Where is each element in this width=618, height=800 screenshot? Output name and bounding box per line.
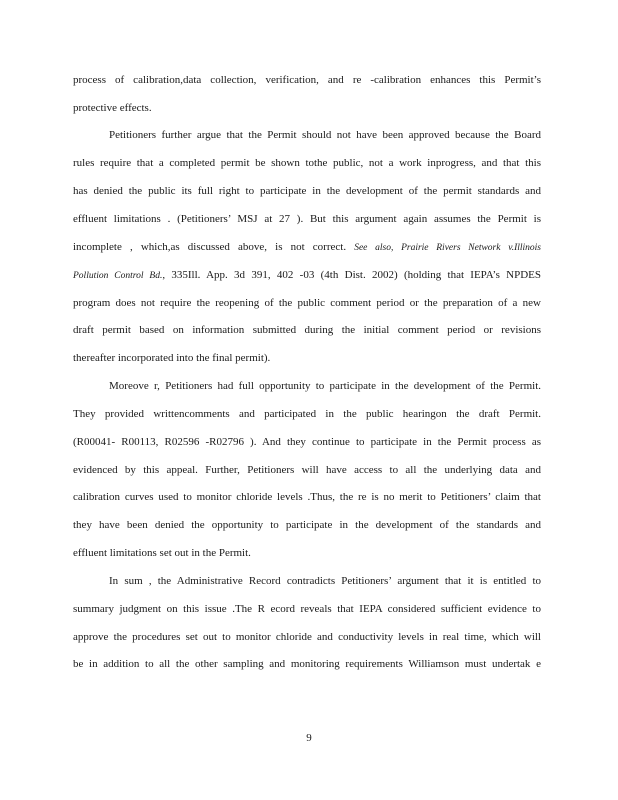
text-line: protective effects.: [73, 102, 152, 114]
text-line: evidenced by this appeal. Further, Petitioners will have access to all the underlying data and: [73, 464, 541, 476]
text-line: has denied the public its full right to participate in the development of the permit standards and: [73, 185, 541, 197]
text-line: effluent limitations . (Petitioners’ MSJ at 27 ). But this argument again assumes the Permit is: [73, 213, 541, 225]
text-line: [73, 268, 541, 283]
text-line: (R00041- R00113, R02596 -R02796 ). And they continue to participate in the Permit process as: [73, 436, 541, 448]
text-line: They provided writtencomments and participated in the public hearingon the draft Permit.: [73, 408, 541, 420]
page-number: 9: [306, 732, 312, 744]
text-run: , 335Ill. App. 3d 391, 402 -03 (4th Dist. 2002) (holding that IEPA’s NPDES: [162, 269, 541, 281]
text-line: process of calibration,data collection, verification, and re -calibration enhances this Permit’s: [73, 74, 541, 86]
text-line: draft permit based on information submitted during the initial comment period or revisions: [73, 324, 541, 336]
text-run: incomplete , which,as discussed above, is not correct.: [73, 241, 347, 253]
text-line: Petitioners further argue that the Permit should not have been approved because the Board: [109, 129, 541, 141]
text-line: In sum , the Administrative Record contradicts Petitioners’ argument that it is entitled to: [109, 575, 541, 587]
case-citation: See also, Prairie Rivers Network v.Illinois: [354, 243, 542, 253]
text-line: program does not require the reopening of the public comment period or the preparation of a new: [73, 297, 541, 309]
text-line: approve the procedures set out to monitor chloride and conductivity levels in real time, which will: [73, 631, 541, 643]
text-line: effluent limitations set out in the Permit.: [73, 547, 251, 559]
text-line: summary judgment on this issue .The R ecord reveals that IEPA considered sufficient evidence to: [73, 603, 541, 615]
text-line: [73, 240, 541, 255]
text-line: calibration curves used to monitor chloride levels .Thus, the re is no merit to Petitioners’ claim that: [73, 491, 541, 503]
text-line: they have been denied the opportunity to participate in the development of the standards and: [73, 519, 541, 531]
text-line: be in addition to all the other sampling and monitoring requirements Williamson must undertak e: [73, 658, 541, 670]
text-line: Moreove r, Petitioners had full opportunity to participate in the development of the Permit.: [109, 380, 541, 392]
case-citation: Pollution Control Bd.: [73, 271, 163, 281]
text-line: thereafter incorporated into the final permit).: [73, 352, 271, 364]
text-line: rules require that a completed permit be shown tothe public, not a work inprogress, and that this: [73, 157, 541, 169]
